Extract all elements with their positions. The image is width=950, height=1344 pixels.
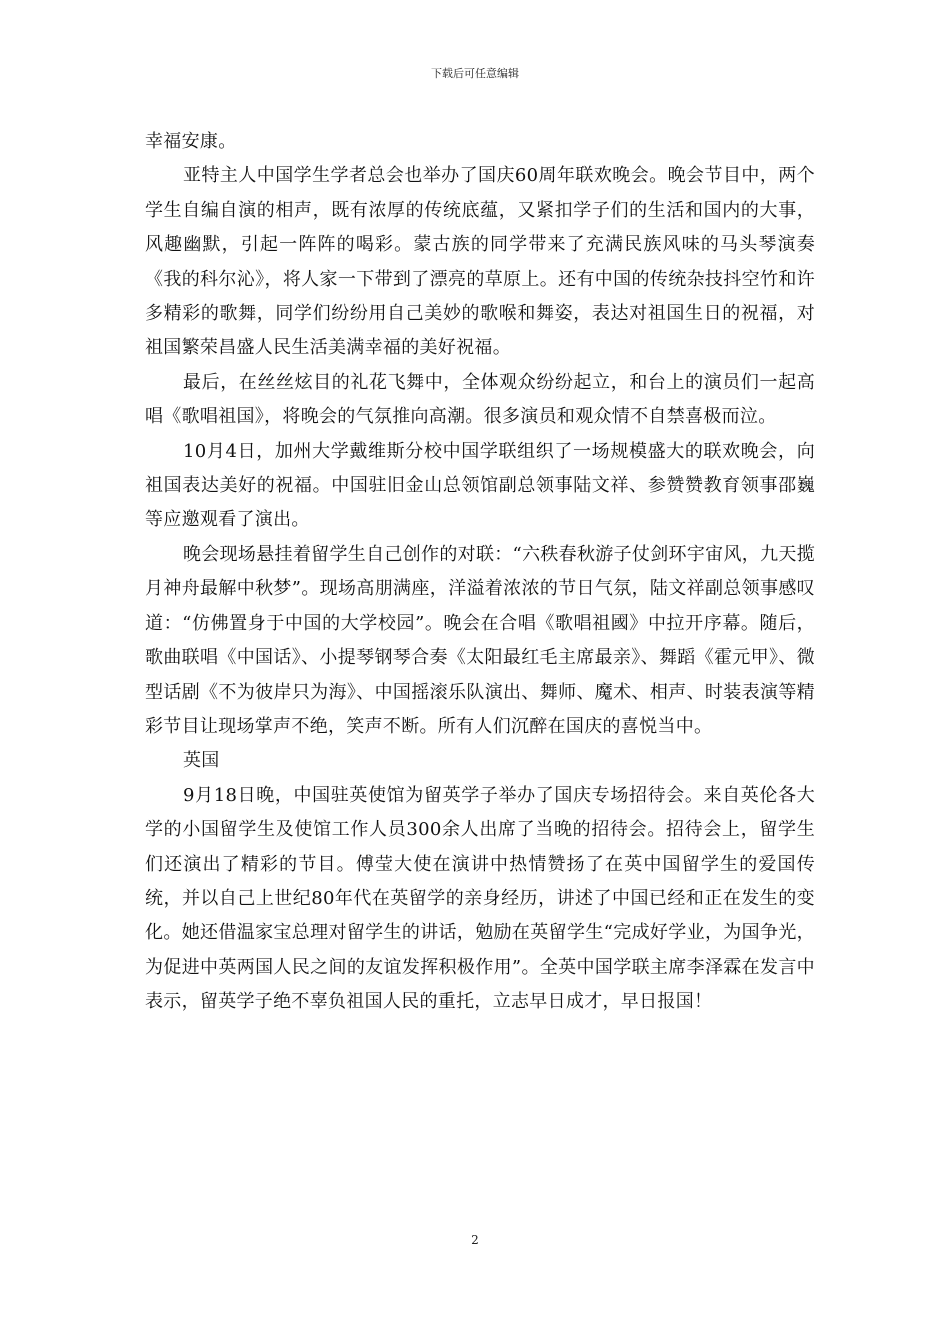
section-heading: 英国 xyxy=(183,750,220,772)
paragraph: 最后，在丝丝炫目的礼花飞舞中，全体观众纷纷起立，和台上的演员们一起高唱《歌唱祖国》，将晚会的气氛推向高潮。很多演员和观众情不自禁喜极而泣。 xyxy=(145,371,815,428)
page-header: 下载后可任意编辑 xyxy=(431,67,519,80)
document-body xyxy=(145,125,815,1020)
paragraph: 9月18日晚，中国驻英使馆为留英学子举办了国庆专场招待会。来自英伦各大学的小国留学生及使馆工作人员300余人出席了当晚的招待会。招待会上，留学生们还演出了精彩的节目。傅莹大使在演讲中热情赞扬了在英中国留学生的爱国传统，并以自己上世纪80年代在英留学的亲身经历，讲述了中国已经和正在发生的变化。她还借温家宝总理对留学生的讲话，勉励在英留学生“完成好学业，为国争光，为促进中英两国人民之间的友谊发挥积极作用”。全英中国学联主席李泽霖在发言中表示，留英学子绝不辜负祖国人民的重托，立志早日成才，早日报国！ xyxy=(145,784,815,1013)
paragraph: 10月4日，加州大学戴维斯分校中国学联组织了一场规模盛大的联欢晚会，向祖国表达美好的祝福。中国驻旧金山总领馆副总领事陆文祥、参赞赞教育领事邵巍等应邀观看了演出。 xyxy=(145,440,815,531)
paragraph-continuation: 幸福安康。 xyxy=(145,131,237,152)
page-number: 2 xyxy=(471,1233,479,1247)
paragraph: 晚会现场悬挂着留学生自己创作的对联：“六秩春秋游子仗剑环宇宙风，九天揽月神舟最解中秋梦”。现场高朋满座，洋溢着浓浓的节日气氛，陆文祥副总领事感叹道：“仿佛置身于中国的大学校园”。晚会在合唱《歌唱祖國》中拉开序幕。随后，歌曲联唱《中国话》、小提琴钢琴合奏《太阳最红毛主席最亲》、舞蹈《霍元甲》、微型话剧《不为彼岸只为海》、中国摇滚乐队演出、舞师、魔术、相声、时装表演等精彩节目让现场掌声不绝，笑声不断。所有人们沉醉在国庆的喜悦当中。 xyxy=(145,543,815,737)
paragraph: 亚特主人中国学生学者总会也举办了国庆60周年联欢晚会。晚会节目中，两个学生自编自演的相声，既有浓厚的传统底蕴，又紧扣学子们的生活和国内的大事，风趣幽默，引起一阵阵的喝彩。蒙古族的同学带来了充满民族风味的马头琴演奏《我的科尔沁》，将人家一下带到了漂亮的草原上。还有中国的传统杂技抖空竹和许多精彩的歌舞，同学们纷纷用自己美妙的歌喉和舞姿，表达对祖国生日的祝福，对祖国繁荣昌盛人民生活美满幸福的美好祝福。 xyxy=(145,165,815,359)
